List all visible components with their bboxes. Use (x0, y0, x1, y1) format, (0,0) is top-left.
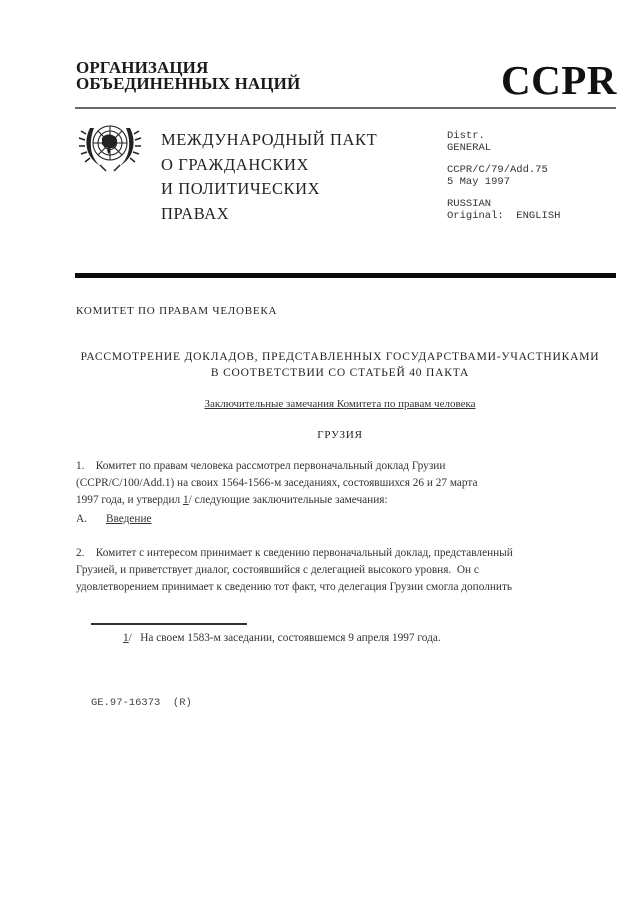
concluding-observations-text: Заключительные замечания Комитета по правам человека (204, 398, 476, 410)
distribution-value: GENERAL (447, 141, 492, 154)
paragraph-2-line3: удовлетворением принимает к сведению тот факт, что делегация Грузии смогла дополнить (76, 581, 513, 593)
document-date: 5 May 1997 (447, 175, 511, 188)
paragraph-1-line2: (CCPR/C/100/Add.1) на своих 1564-1566-м заседаниях, состоявшихся 26 и 27 марта (76, 477, 478, 489)
paragraph-2 (76, 545, 596, 596)
report-title-line2: В СООТВЕТСТВИИ СО СТАТЬЕЙ 40 ПАКТА (210, 367, 470, 379)
covenant-line2: О ГРАЖДАНСКИХ (161, 154, 310, 174)
footnote (123, 632, 441, 644)
paragraph-2-line1: 2. Комитет с интересом принимает к сведению первоначальный доклад, представленный (76, 547, 513, 559)
document-language: RUSSIAN (447, 198, 492, 210)
concluding-observations-heading (60, 398, 620, 410)
section-a-number: A. (76, 513, 87, 525)
footnote-reference[interactable]: 1 (183, 494, 189, 506)
paragraph-1-line1: 1. Комитет по правам человека рассмотрел первоначальный доклад Грузии (76, 460, 446, 472)
report-title-line1: РАССМОТРЕНИЕ ДОКЛАДОВ, ПРЕДСТАВЛЕННЫХ ГОСУДАРСТВАМИ-УЧАСТНИКАМИ (80, 351, 600, 363)
covenant-title (161, 128, 377, 226)
footnote-number: 1 (123, 632, 129, 644)
organization-line2: ОБЪЕДИНЕННЫХ НАЦИЙ (76, 74, 301, 93)
paragraph-1-line3 (76, 492, 596, 509)
document-metadata (447, 131, 560, 222)
footnote-separator (91, 623, 247, 625)
covenant-line4: ПРАВАХ (161, 203, 230, 223)
job-number: GE.97-16373 (R) (91, 697, 192, 709)
covenant-line1: МЕЖДУНАРОДНЫЙ ПАКТ (161, 130, 378, 149)
distribution-label: Distr. (447, 130, 485, 142)
section-a-heading (76, 513, 152, 525)
document-symbol-large: CCPR (501, 57, 617, 103)
country-heading: ГРУЗИЯ (317, 429, 363, 441)
section-a-label: Введение (106, 513, 152, 525)
un-emblem-icon (78, 118, 142, 174)
paragraph-1-line3-end: / следующие заключительные замечания: (188, 494, 388, 506)
organization-name (76, 60, 300, 92)
header-rule (75, 107, 616, 109)
paragraph-2-line2: Грузией, и приветствует диалог, состоявшийся с делегацией высокого уровня. Он с (76, 564, 479, 576)
title-rule (75, 273, 616, 278)
covenant-line3: И ПОЛИТИЧЕСКИХ (161, 179, 321, 198)
organization-line1: ОРГАНИЗАЦИЯ (76, 58, 209, 77)
committee-name: КОМИТЕТ ПО ПРАВАМ ЧЕЛОВЕКА (76, 305, 278, 317)
footnote-text: / На своем 1583-м заседании, состоявшемся 9 апреля 1997 года. (128, 632, 441, 644)
paragraph-1 (76, 458, 596, 509)
original-language: Original: ENGLISH (447, 209, 561, 222)
document-symbol: CCPR/C/79/Add.75 (447, 164, 548, 176)
paragraph-1-line3-start: 1997 года, и утвердил (76, 494, 183, 506)
